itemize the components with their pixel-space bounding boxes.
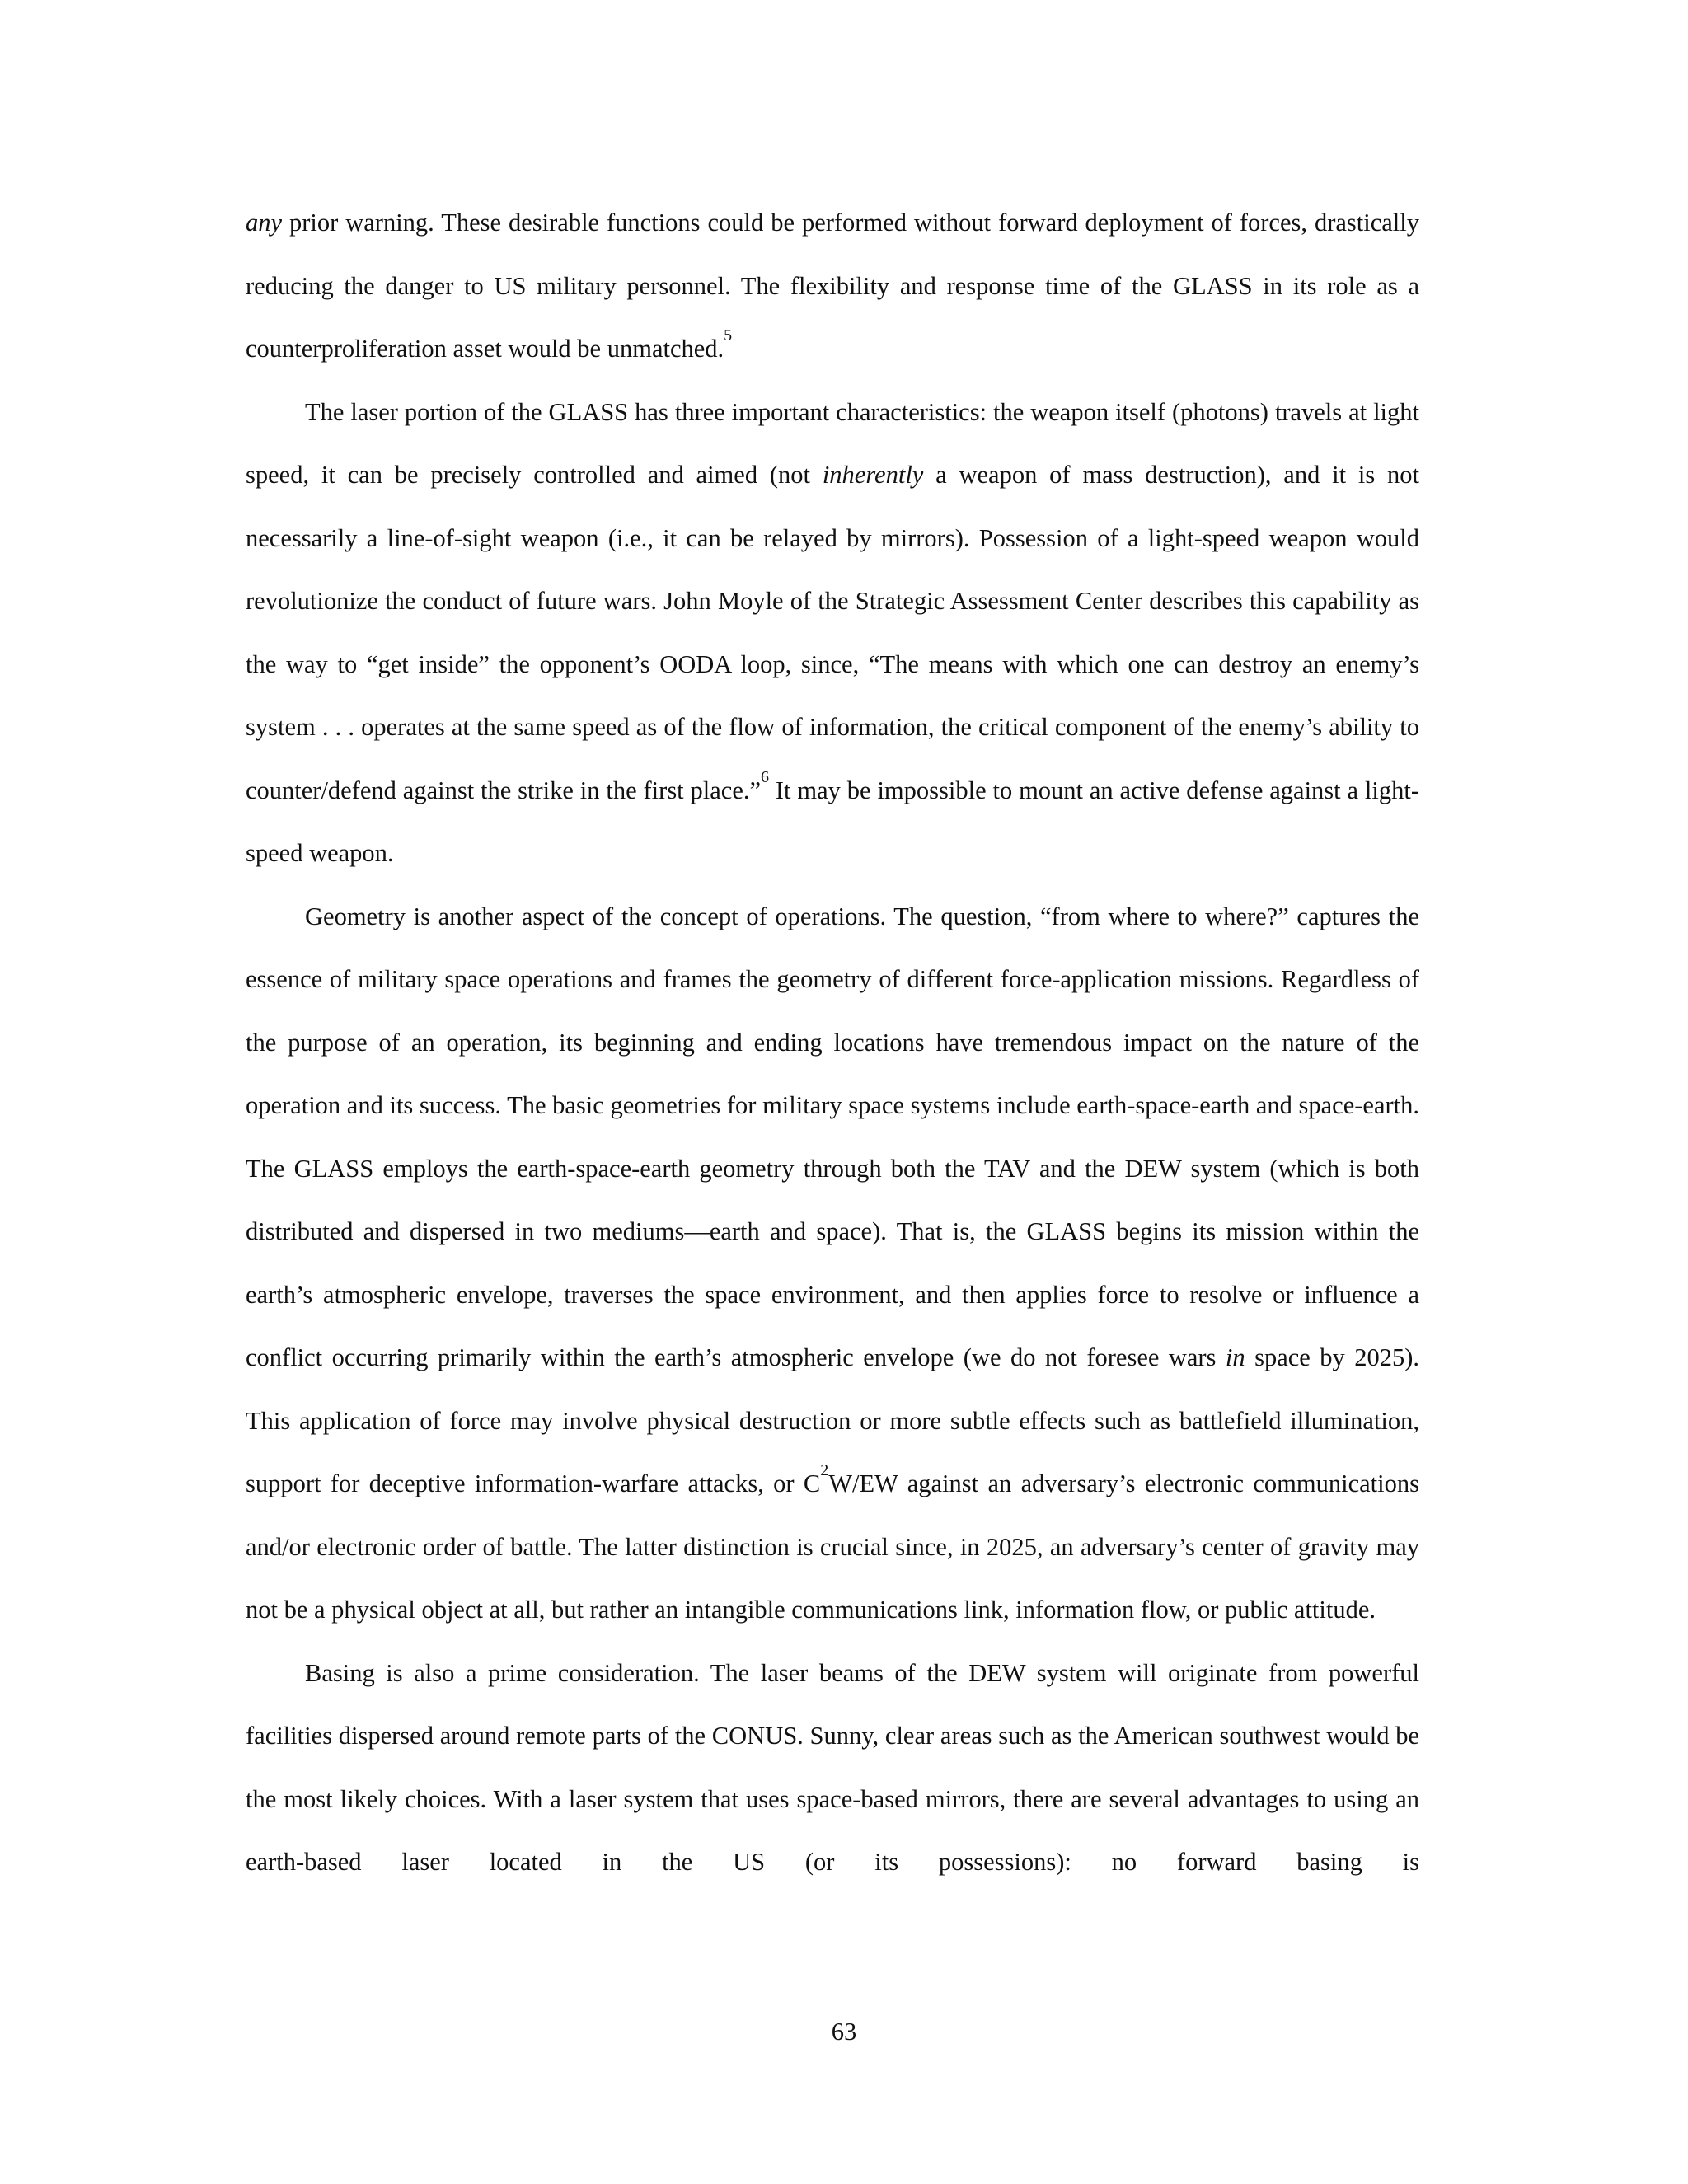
footnote-marker: 2: [820, 1461, 829, 1479]
text-run: Geometry is another aspect of the concept of operations. The question, “from where to where?” captures the essence of military space operations and frames the geometry of different force-application missions. Regardless of the purpose of an operation, its beginning and ending locations have tremendous impact on the nature of the operation and its success. The basic geometries for military space systems include earth-space-earth and space-earth. The GLASS employs the earth-space-earth geometry through both the TAV and the DEW system (which is both distributed and dispersed in two mediums—earth and space). That is, the GLASS begins its mission within the earth’s atmospheric envelope, traverses the space environment, and then applies force to resolve or influence a conflict occurring primarily within the earth’s atmospheric envelope (we do not foresee wars: [246, 902, 1419, 1371]
text-run: W/EW against an adversary’s electronic communications and/or electronic order of battle. The latter distinction is crucial since, in 2025, an adversary’s center of gravity may not be a physical object at all, but rather an intangible communications link, information flow, or public attitude.: [246, 1469, 1419, 1624]
text-run: Basing is also a prime consideration. The laser beams of the DEW system will originate from powerful facilities dispersed around remote parts of the CONUS. Sunny, clear areas such as the American southwest would be the most likely choices. With a laser system that uses space-based mirrors, there are several advantages to using an earth-based laser located in the US (or its possessions): no forward basing is: [246, 1658, 1419, 1876]
footnote-marker: 6: [761, 767, 770, 786]
page-body: [246, 191, 1419, 1894]
italic-text: in: [1225, 1343, 1245, 1371]
footnote-marker: 5: [724, 326, 733, 344]
paragraph-laser-characteristics: [246, 381, 1419, 885]
paragraph-basing: [246, 1642, 1419, 1894]
italic-text: any: [246, 209, 283, 237]
text-run: prior warning. These desirable functions could be performed without forward deployment of forces, drastically reducing the danger to US military personnel. The flexibility and response time of the GLASS in its role as a counterproliferation asset would be unmatched.: [246, 209, 1419, 363]
paragraph-counterproliferation: [246, 191, 1419, 381]
text-run: space by 2025). This application of force may involve physical destruction or more subtle effects such as battlefield illumination, support for deceptive information-warfare attacks, or C: [246, 1343, 1419, 1497]
paragraph-geometry: [246, 885, 1419, 1642]
text-run: The laser portion of the GLASS has three important characteristics: the weapon itself (photons) travels at light speed, it can be precisely controlled and aimed (not: [246, 397, 1419, 489]
page-number: 63: [831, 2018, 857, 2046]
text-run: a weapon of mass destruction), and it is not necessarily a line-of-sight weapon (i.e., it can be relayed by mirrors). Possession of a light-speed weapon would revolutionize the conduct of future wars. John Moyle of the Strategic Assessment Center describes this capability as the way to “get inside” the opponent’s OODA loop, since, “The means with which one can destroy an enemy’s system . . . operates at the same speed as of the flow of information, the critical component of the enemy’s ability to counter/defend against the strike in the first place.”: [246, 461, 1419, 804]
italic-text: inherently: [822, 461, 924, 489]
text-run: It may be impossible to mount an active defense against a light-speed weapon.: [246, 776, 1419, 867]
